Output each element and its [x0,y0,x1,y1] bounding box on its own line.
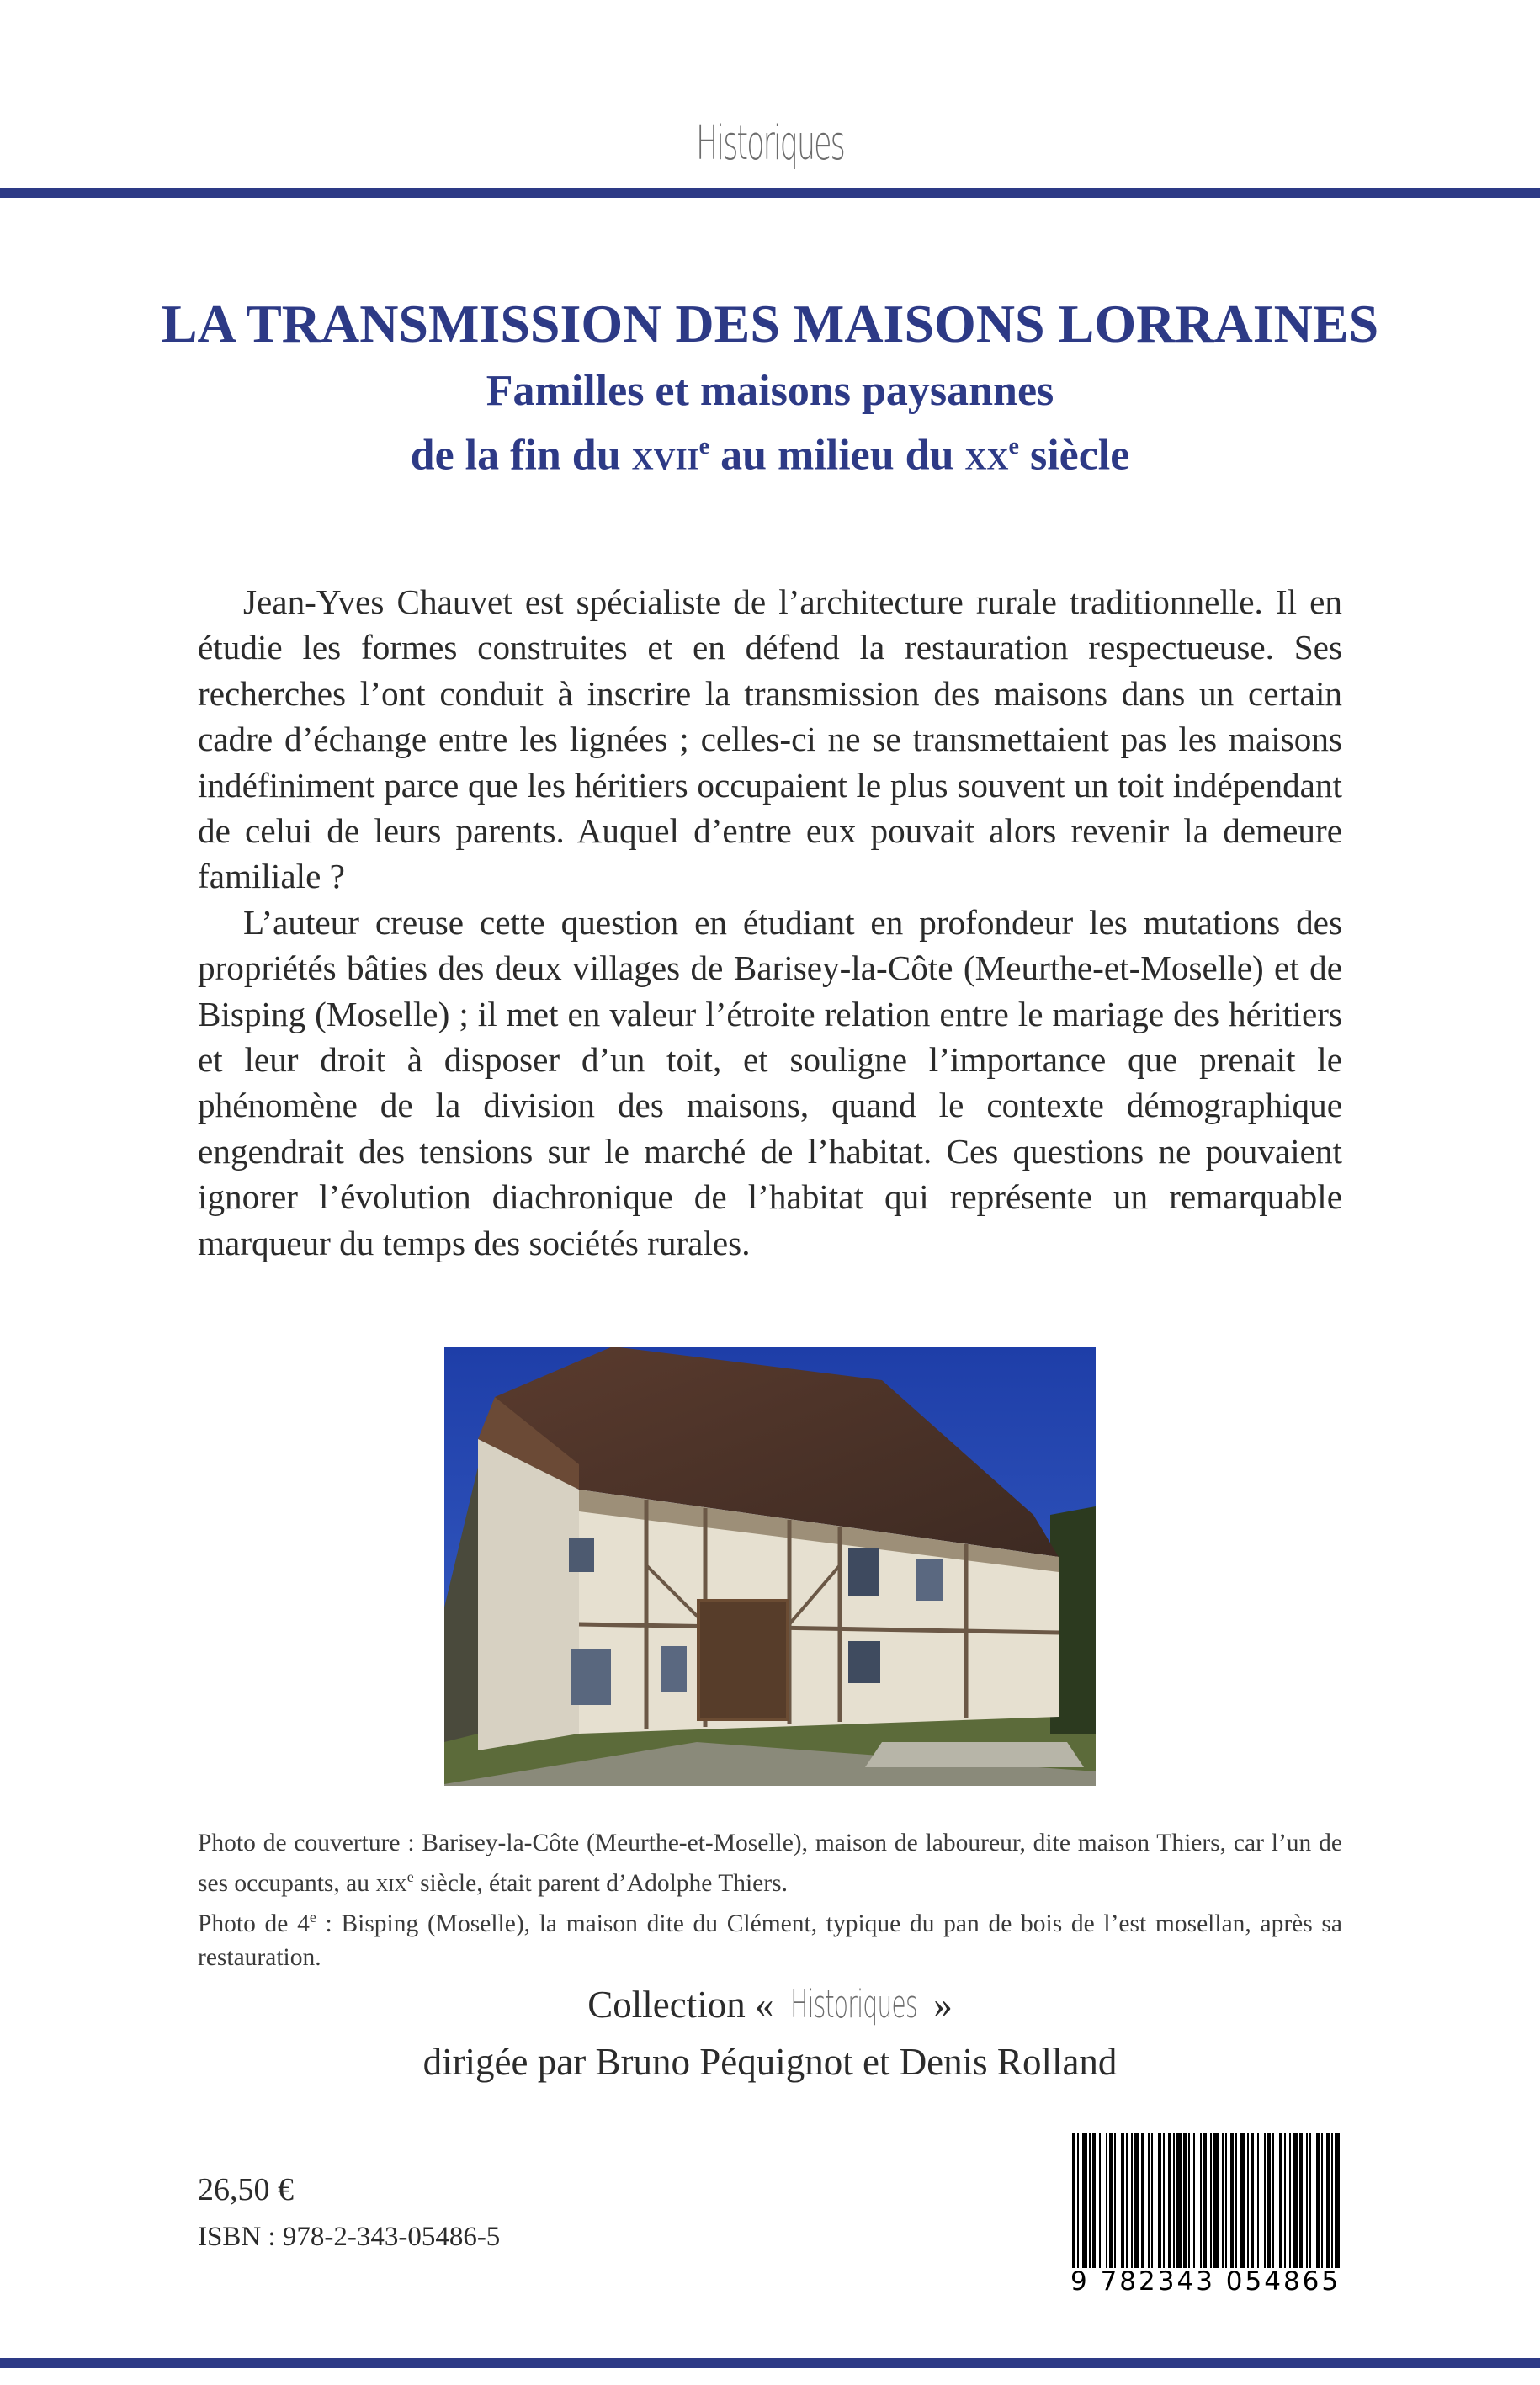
top-rule [0,188,1540,198]
barcode-number: 9 782343 054865 [1070,2266,1341,2297]
isbn: ISBN : 978-2-343-05486-5 [198,2222,501,2252]
price: 26,50 € [198,2172,294,2207]
collection-directors: dirigée par Bruno Péquignot et Denis Rolland [422,2041,1118,2083]
collection-name: Historiques [789,1982,917,2026]
paragraph-2: L’auteur creuse cette question en étudiant en profondeur les mutations des propriétés bâties des deux villages de Barisey-la-Côte (Meurthe-et-Moselle) et de Bisping (Moselle) ; il met en valeur l’étroite relation entre le mariage des héritiers et leur droit à disposer d’un toit, et souligne l’importance que prenait le phénomène de la division des maisons, quand le contexte démographique engendrait des tensions sur le marché de l’habitat. Ces questions ne pouvaient ignorer l’évolution diachronique de l’habitat qui représente un remarquable marqueur du temps des sociétés rurales. [198,902,1342,1262]
book-subtitle [0,364,1540,483]
bottom-rule [0,2358,1540,2368]
subtitle-line-2: de la fin du xvii$^e$ au milieu du $xx^e$ siècle [410,431,1130,480]
book-title: LA TRANSMISSION DES MAISONS LORRAINES [161,294,1379,353]
house-photo [444,1347,1096,1786]
barcode-icon [1070,2133,1341,2268]
collection-info [0,1976,1540,2090]
subtitle-line-1: Familles et maisons paysannes [486,367,1054,415]
caption-back: Photo de 4e : Bisping (Moselle), la maison dite du Clément, typique du pan de bois de l’est mosellan, après sa restauration. [198,1908,1342,1971]
paragraph-1: Jean-Yves Chauvet est spécialiste de l’architecture rurale traditionnelle. Il en étudie les formes construites et en défend la restauration respectueuse. Ses recherches l’ont conduit à inscrire la transmission des maisons dans un certain cadre d’échange entre les lignées ; celles-ci ne se transmettaient pas les maisons indéfiniment parce que les héritiers occupaient le plus souvent un toit indépendant de celui de leurs parents. Auquel d’entre eux pouvait alors revenir la demeure familiale ? [198,582,1342,896]
series-name: Historiques [696,116,844,171]
caption-cover: Photo de couverture : Barisey-la-Côte (Meurthe-et-Moselle), maison de laboureur, dite maison Thiers, car l’un de ses occupants, au xix$^e$ siècle, était parent d’Adolphe Thiers. [198,1830,1342,1897]
photo-caption [198,1826,1342,1974]
collection-line: Collection « Historiques » [0,1976,1540,2033]
back-cover-text [198,579,1342,1266]
